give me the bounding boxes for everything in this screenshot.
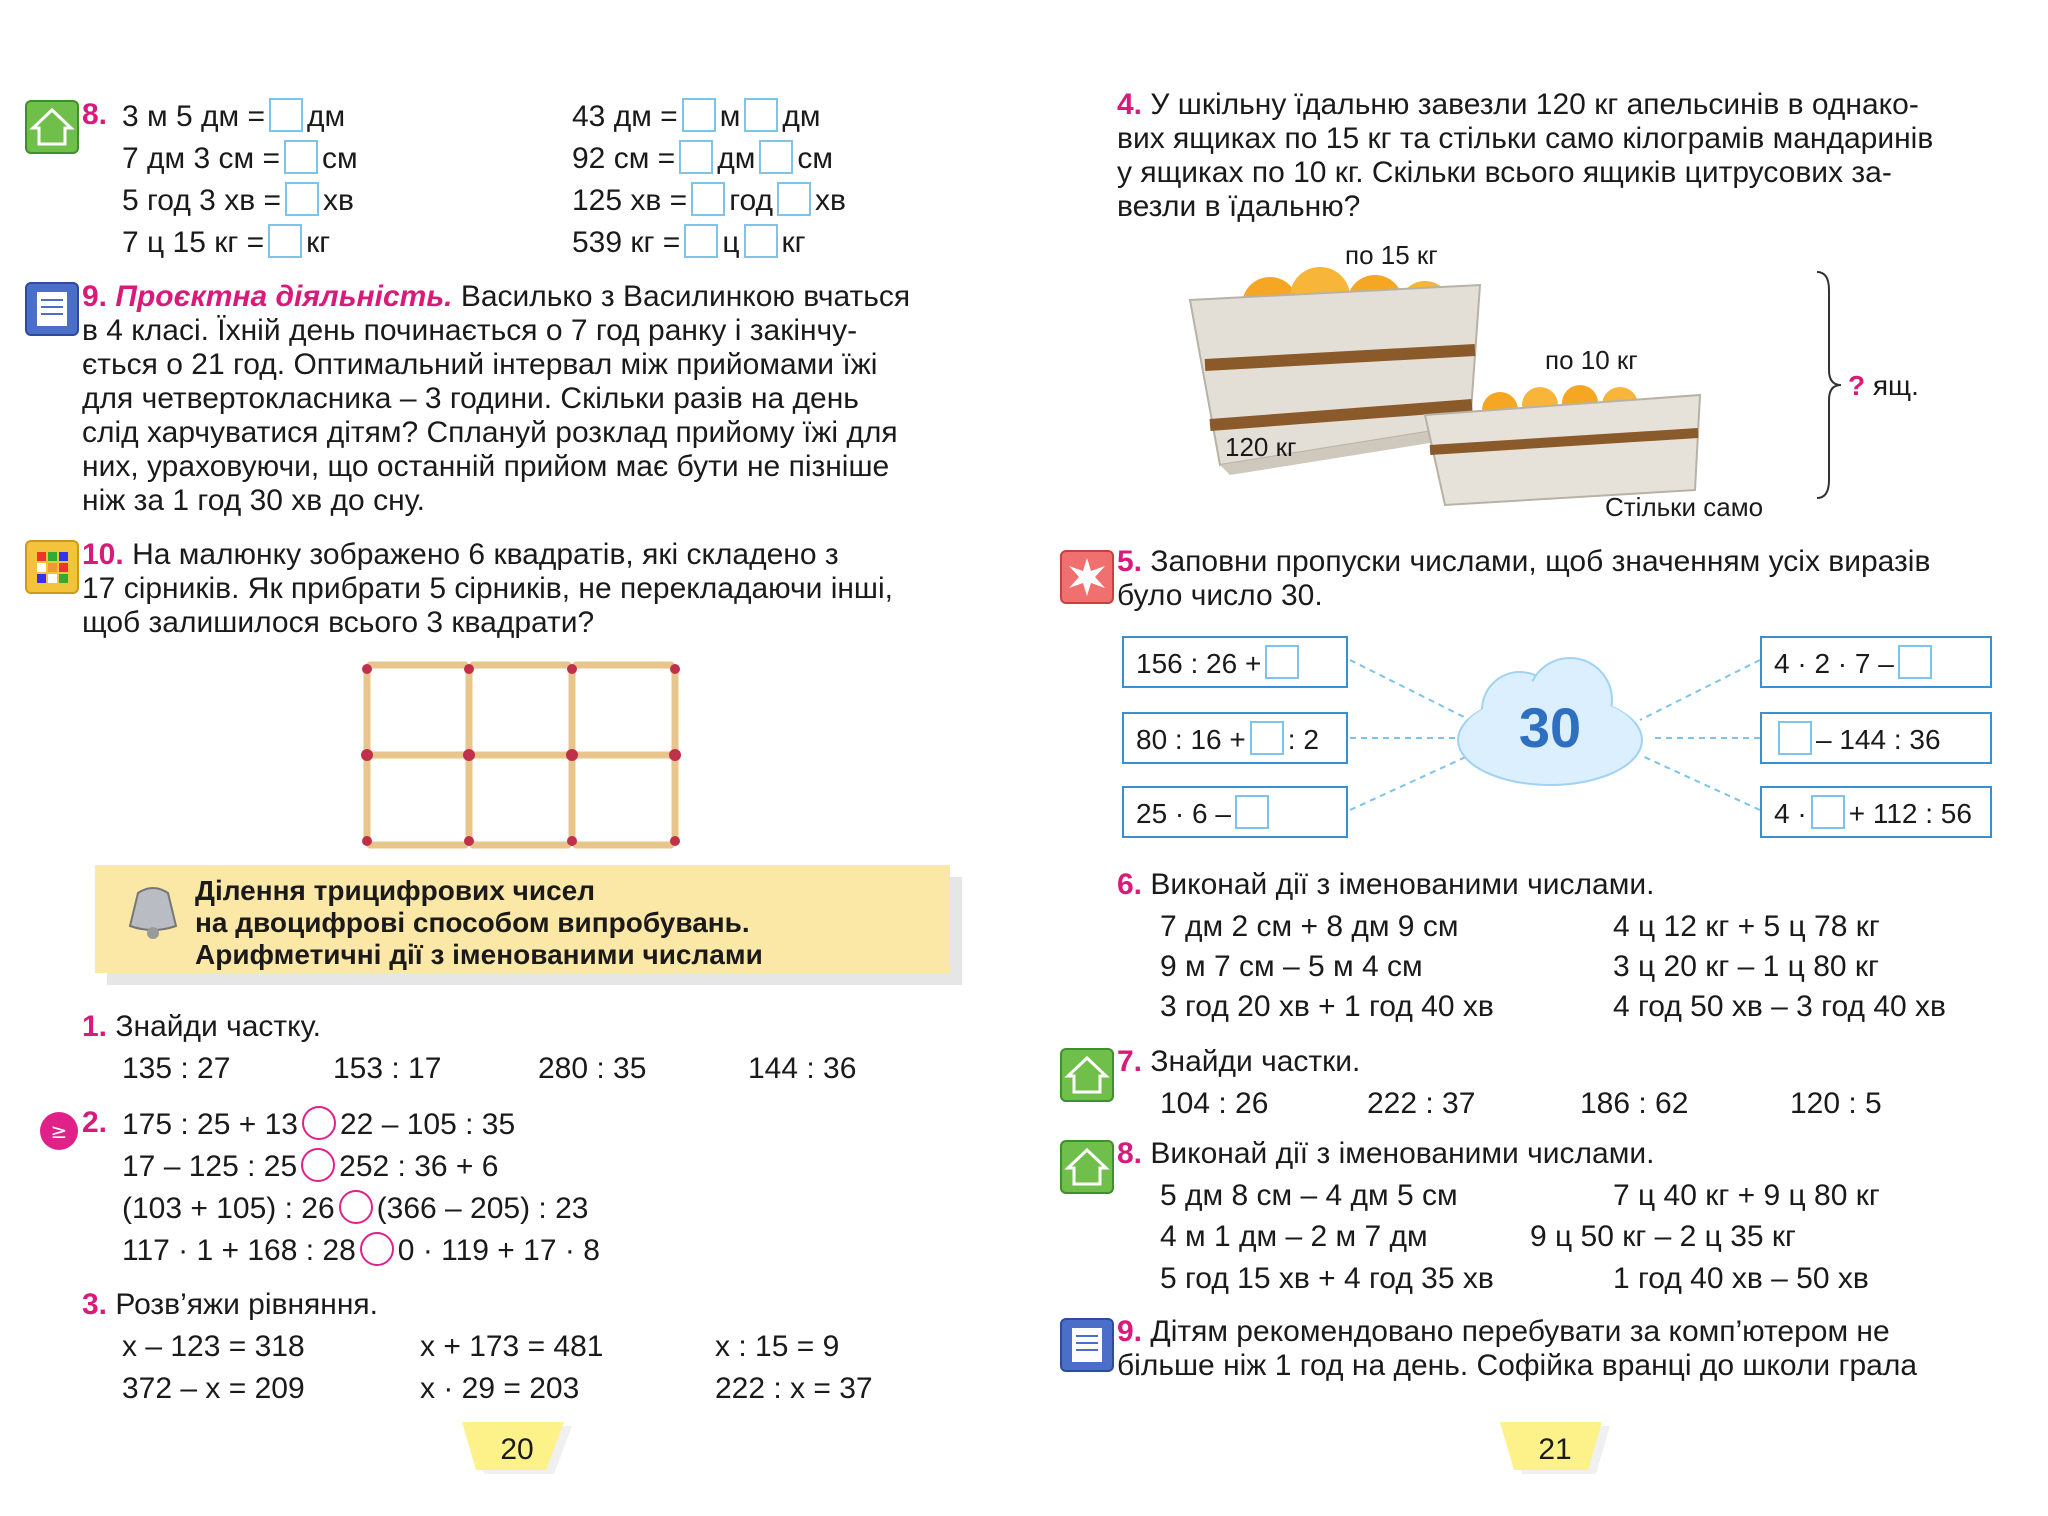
ex2-number: 2. (82, 1106, 108, 1139)
answer-box[interactable] (777, 182, 811, 216)
ex8-right-row-2: 92 см = дм см (572, 142, 833, 175)
ex2-row-2: 17 – 125 : 25 252 : 36 + 6 (122, 1150, 499, 1183)
label-same: Стільки само (1605, 492, 1764, 522)
ex8-right-row-3: 125 хв = год хв (572, 184, 846, 217)
answer-box[interactable] (268, 224, 302, 258)
answer-box[interactable] (269, 98, 303, 132)
ex10-text: 10. На малюнку зображено 6 квадратів, які складено з 17 сірників. Як прибрати 5 сірників, не перекладаючи інші, щоб залишилося всього 3 квадрати? (82, 538, 893, 639)
equation: x · 29 = 203 (420, 1372, 580, 1405)
answer-box[interactable] (684, 224, 718, 258)
star-task-icon (1060, 550, 1114, 604)
ex8-right-row-1: 43 дм = м дм (572, 100, 821, 133)
ex7-item: 186 : 62 (1580, 1087, 1689, 1120)
ex6-item: 4 год 50 хв – 3 год 40 хв (1613, 990, 1946, 1023)
ex6-item: 7 дм 2 см + 8 дм 9 см (1160, 910, 1459, 943)
expression-box: 156 : 26 + (1122, 636, 1348, 688)
home-task-icon (1060, 1048, 1114, 1102)
ex8-item: 4 м 1 дм – 2 м 7 дм (1160, 1220, 1428, 1253)
crates-illustration (1180, 255, 1720, 515)
total-boxes-label: ? ящ. (1848, 370, 1919, 401)
ex7-item: 222 : 37 (1367, 1087, 1476, 1120)
ex1-title: 1. Знайди частку. (82, 1010, 321, 1043)
ex8-row-3: 5 год 3 хв = хв (122, 184, 354, 217)
answer-box[interactable] (679, 140, 713, 174)
ex8-item: 5 дм 8 см – 4 дм 5 см (1160, 1179, 1458, 1212)
ex9-text: 9. Проєктна діяльність. Василько з Василинкою вчаться в 4 класі. Їхній день починається о 7 год ранку і закінчу- ється о 21 год. Оптимальний інтервал між прийомами їжі для четвертокласника – 3 години. Скільки разів на день слід харчуватися дітям? Сплануй розклад прийому їжі для них, ураховуючи, що останній прийом має бути не пізніше ніж за 1 год 30 хв до сну. (82, 280, 911, 517)
ex2-row-4: 117 · 1 + 168 : 28 0 · 119 + 17 · 8 (122, 1234, 600, 1267)
ex2-row-1: 175 : 25 + 13 22 – 105 : 35 (122, 1108, 516, 1141)
answer-box[interactable] (759, 140, 793, 174)
ex8-item: 9 ц 50 кг – 2 ц 35 кг (1530, 1220, 1796, 1253)
ex1-item: 135 : 27 (122, 1052, 231, 1085)
ex8-row-4: 7 ц 15 кг = кг (122, 226, 331, 259)
ex8-title: 8. Виконай дії з іменованими числами. (1117, 1137, 1655, 1170)
expression-box: – 144 : 36 (1760, 712, 1992, 764)
equation: 222 : x = 37 (715, 1372, 873, 1405)
puzzle-cube-icon (25, 540, 79, 594)
ex6-title: 6. Виконай дії з іменованими числами. (1117, 868, 1655, 901)
page-number-left: 20 (462, 1422, 572, 1478)
notebook-icon (1060, 1318, 1114, 1372)
answer-box[interactable] (1898, 645, 1932, 679)
notebook-icon (25, 282, 79, 336)
expression-box: 80 : 16 + : 2 (1122, 712, 1348, 764)
equation: x + 173 = 481 (420, 1330, 604, 1363)
answer-box[interactable] (1250, 721, 1284, 755)
page-number-right: 21 (1500, 1422, 1610, 1478)
ex7-title: 7. Знайди частки. (1117, 1045, 1361, 1078)
compare-circle[interactable] (301, 1148, 335, 1182)
ex4-text: 4. У шкільну їдальню завезли 120 кг апельсинів в однако- вих ящиках по 15 кг та стільки само кілограмів мандаринів у ящиках по 10 кг. Скільки всього ящиків цитрусових за- везли в їдальню? (1117, 88, 1934, 223)
answer-box[interactable] (1235, 795, 1269, 829)
ex6-item: 3 год 20 хв + 1 год 40 хв (1160, 990, 1494, 1023)
label-120kg: 120 кг (1225, 432, 1297, 462)
label-by-10: по 10 кг (1545, 345, 1638, 375)
svg-text:≥: ≥ (50, 1119, 68, 1143)
ex7-item: 120 : 5 (1790, 1087, 1882, 1120)
answer-box[interactable] (284, 140, 318, 174)
ex6-item: 9 м 7 см – 5 м 4 см (1160, 950, 1423, 983)
ex7-item: 104 : 26 (1160, 1087, 1269, 1120)
bell-icon (118, 878, 188, 948)
compare-circle[interactable] (360, 1232, 394, 1266)
equation: x – 123 = 318 (122, 1330, 305, 1363)
label-by-15: по 15 кг (1345, 240, 1438, 270)
answer-box[interactable] (682, 98, 716, 132)
ex6-item: 3 ц 20 кг – 1 ц 80 кг (1613, 950, 1879, 983)
equation: x : 15 = 9 (715, 1330, 840, 1363)
ex1-item: 280 : 35 (538, 1052, 647, 1085)
ex1-item: 153 : 17 (333, 1052, 442, 1085)
ex9-text: 9. Дітям рекомендовано перебувати за комп’ютером не більше ніж 1 год на день. Софійка вранці до школи грала (1117, 1315, 1918, 1382)
ex5-text: 5. Заповни пропуски числами, щоб значенням усіх виразів було число 30. (1117, 545, 1931, 612)
home-task-icon (25, 100, 79, 154)
ex8-left-number: 8. (82, 98, 108, 131)
right-brace (1815, 270, 1845, 500)
answer-box[interactable] (744, 224, 778, 258)
ex2-row-3: (103 + 105) : 26 (366 – 205) : 23 (122, 1192, 589, 1225)
ex6-item: 4 ц 12 кг + 5 ц 78 кг (1613, 910, 1880, 943)
banner-title: Ділення трицифрових чисел на двоцифрові способом випробувань. Арифметичні дії з іменованими числами (195, 875, 763, 970)
compare-circle[interactable] (302, 1106, 336, 1140)
compare-circle[interactable] (339, 1190, 373, 1224)
compare-icon (40, 1112, 78, 1150)
answer-box[interactable] (1265, 645, 1299, 679)
ex8-right-row-4: 539 кг = ц кг (572, 226, 806, 259)
answer-box[interactable] (691, 182, 725, 216)
home-task-icon (1060, 1140, 1114, 1194)
ex8-item: 1 год 40 хв – 50 хв (1613, 1262, 1869, 1295)
equation: 372 – x = 209 (122, 1372, 305, 1405)
ex8-row-2: 7 дм 3 см = см (122, 142, 358, 175)
ex3-title: 3. Розв’яжи рівняння. (82, 1288, 378, 1321)
answer-box[interactable] (1778, 721, 1812, 755)
ex8-row-1: 3 м 5 дм = дм (122, 100, 346, 133)
matchstick-figure (355, 655, 685, 855)
answer-box[interactable] (744, 98, 778, 132)
expression-box: 4 · 2 · 7 – (1760, 636, 1992, 688)
expression-box: 4 · + 112 : 56 (1760, 786, 1992, 838)
answer-box[interactable] (1811, 795, 1845, 829)
ex8-item: 7 ц 40 кг + 9 ц 80 кг (1613, 1179, 1880, 1212)
target-number: 30 (1518, 696, 1582, 759)
ex1-item: 144 : 36 (748, 1052, 857, 1085)
answer-box[interactable] (285, 182, 319, 216)
expression-box: 25 · 6 – (1122, 786, 1348, 838)
ex8-item: 5 год 15 хв + 4 год 35 хв (1160, 1262, 1494, 1295)
